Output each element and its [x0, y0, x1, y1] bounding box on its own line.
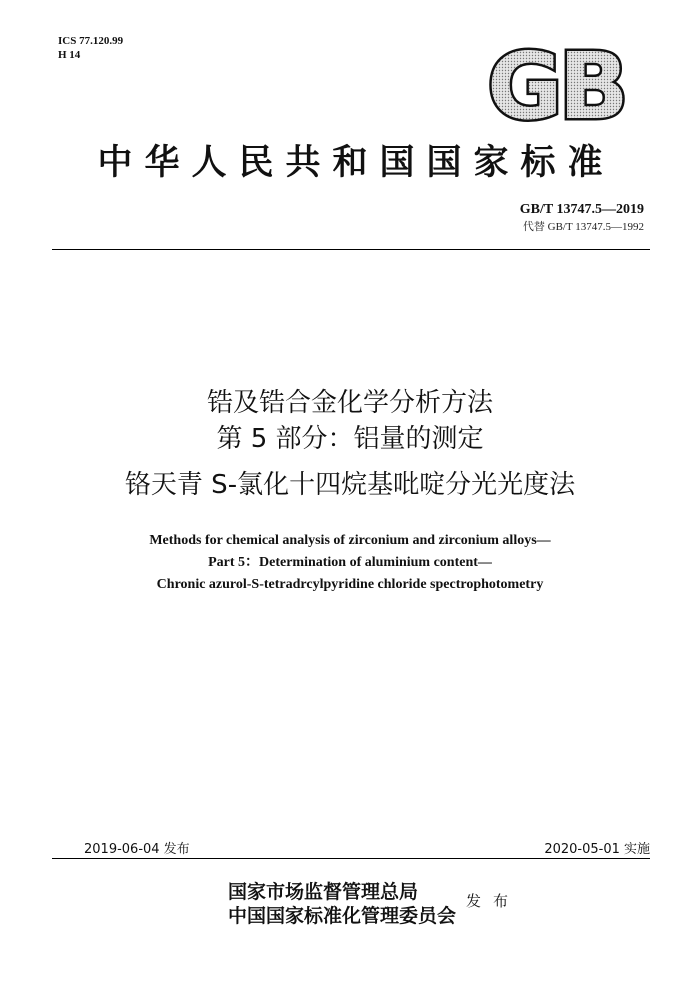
publish-label: 发布 — [466, 892, 521, 910]
title-zh-line1: 锆及锆合金化学分析方法 — [206, 388, 493, 418]
issuer-sac: 中国国家标准化管理委员会 — [228, 905, 457, 927]
title-en-line3: Chronic azurol-S-tetradrcylpyridine chloride spectrophotometry — [156, 577, 544, 592]
gb-logo — [468, 42, 644, 126]
top-divider — [52, 249, 650, 250]
issue-date: 2019-06-04 发布 — [84, 842, 190, 857]
implementation-date: 2020-05-01 实施 — [544, 842, 650, 857]
title-en-line1: Methods for chemical analysis of zirconium and zirconium alloys— — [149, 533, 551, 548]
ics-code: ICS 77.120.99 — [58, 35, 124, 47]
gb-logo-text: GB — [487, 42, 625, 126]
title-zh-line3: 铬天青 S-氯化十四烷基吡啶分光光度法 — [124, 470, 576, 500]
issuer-samr: 国家市场监督管理总局 — [228, 881, 419, 903]
ccs-code: H 14 — [58, 49, 81, 61]
title-en-line2: Part 5：Determination of aluminium content— — [208, 555, 492, 570]
title-zh-line2: 第 5 部分：铝量的测定 — [216, 424, 484, 454]
standard-number: GB/T 13747.5—2019 — [519, 202, 644, 217]
replaces-standard: 代替 GB/T 13747.5—1992 — [522, 221, 644, 233]
national-standard-heading: 中华人民共和国国家标准 — [97, 142, 615, 183]
bottom-divider — [52, 858, 650, 859]
issuing-authorities — [228, 880, 456, 928]
classification-codes — [58, 34, 123, 62]
